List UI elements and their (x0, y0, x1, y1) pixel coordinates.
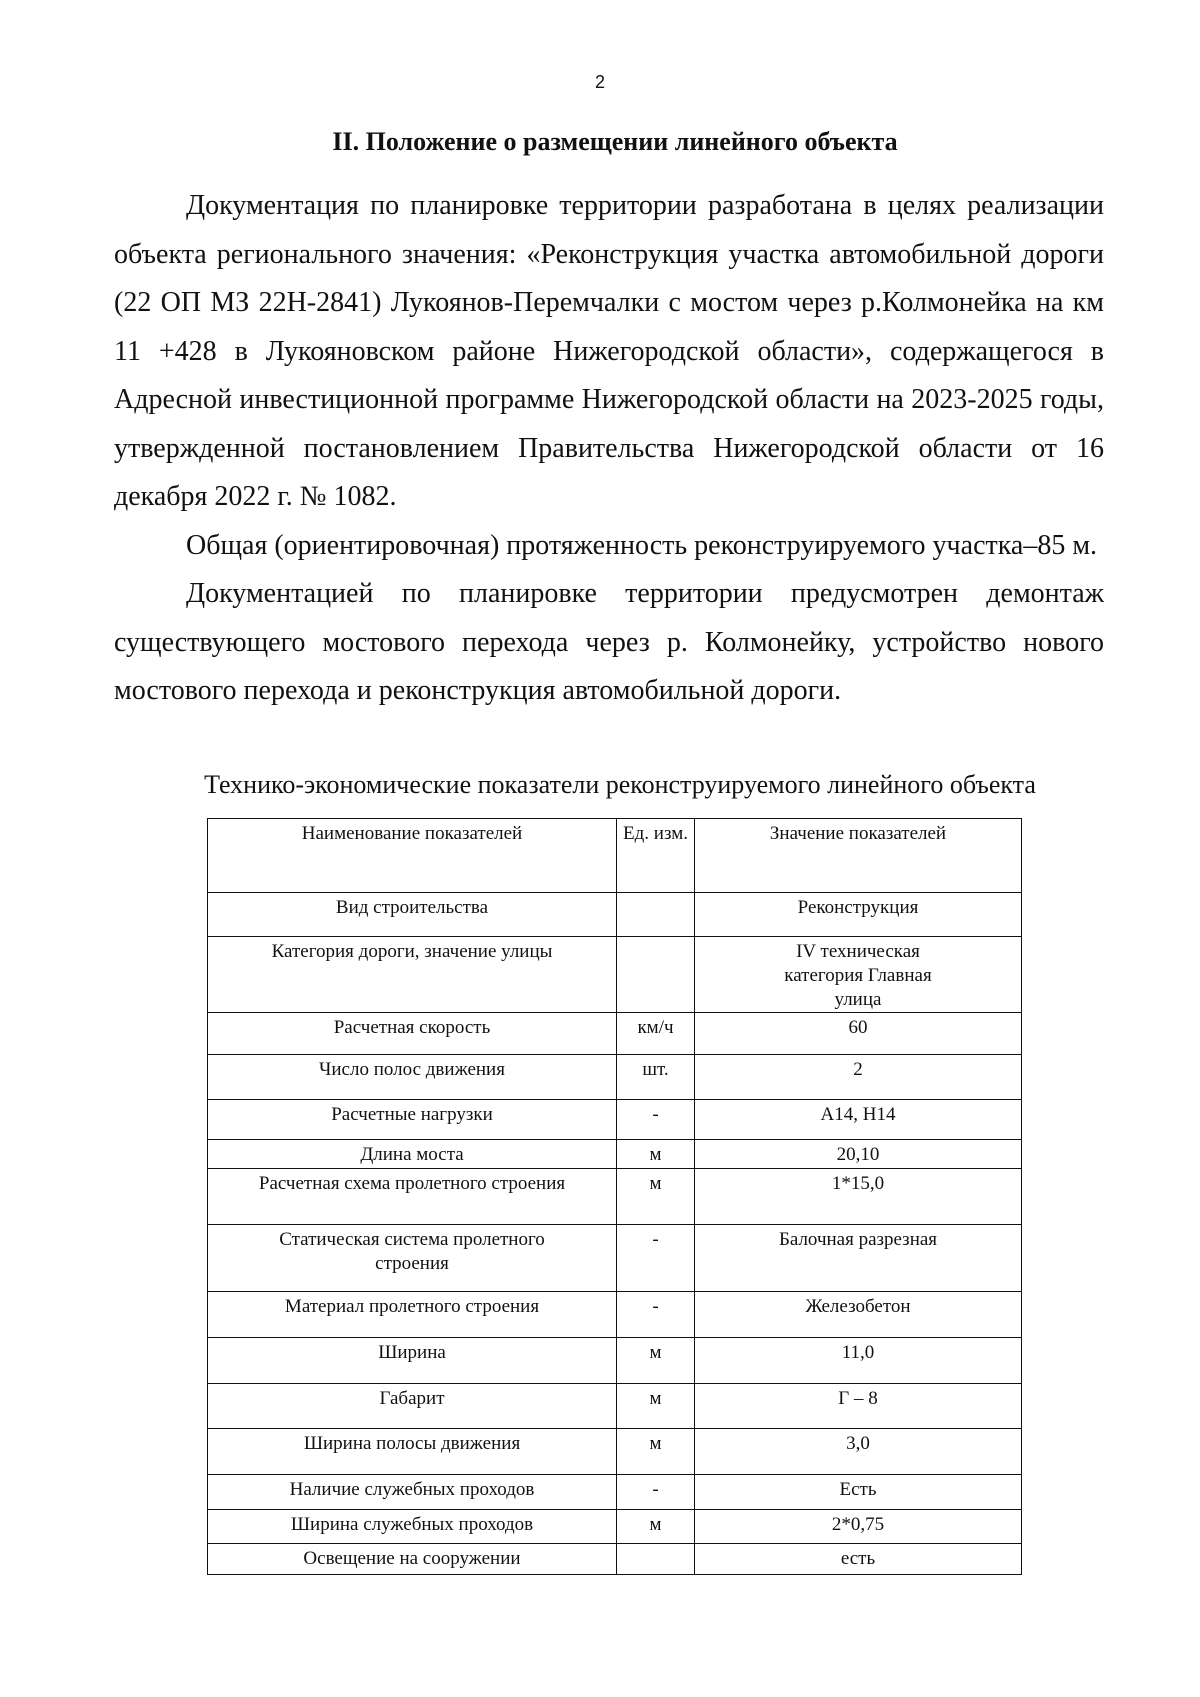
table-cell: 1*15,0 (695, 1169, 1022, 1225)
table-cell: 3,0 (695, 1429, 1022, 1475)
table-cell: Вид строительства (208, 893, 617, 937)
table-cell: - (617, 1475, 695, 1510)
table-cell: Ширина полосы движения (208, 1429, 617, 1475)
table-row (208, 1013, 1022, 1055)
paragraph: Общая (ориентировочная) протяженность реконструируемого участка–85 м. (186, 529, 1098, 561)
table-cell: Наличие служебных проходов (208, 1475, 617, 1510)
table-cell: Расчетная скорость (208, 1013, 617, 1055)
table-cell: Расчетные нагрузки (208, 1100, 617, 1140)
section-heading: II. Положение о размещении линейного объекта (332, 127, 898, 156)
table-cell: 2 (695, 1055, 1022, 1100)
table-cell: м (617, 1429, 695, 1475)
table-cell: м (617, 1169, 695, 1225)
table-cell (617, 937, 695, 1013)
table-cell: 20,10 (695, 1140, 1022, 1169)
table-cell: А14, Н14 (695, 1100, 1022, 1140)
table-row (208, 1225, 1022, 1292)
table-row (208, 1429, 1022, 1475)
table-cell: - (617, 1292, 695, 1338)
table-cell: Железобетон (695, 1292, 1022, 1338)
table-cell: - (617, 1225, 695, 1292)
table-row (208, 1544, 1022, 1575)
indicators-table (207, 818, 1022, 1575)
header-cell: Наименование показателей (208, 819, 617, 893)
header-cell: Ед. изм. (617, 819, 695, 893)
body-text (114, 182, 1104, 716)
table-cell: Длина моста (208, 1140, 617, 1169)
table-cell: Габарит (208, 1384, 617, 1429)
header-cell: Значение показателей (695, 819, 1022, 893)
table-cell: Г – 8 (695, 1384, 1022, 1429)
table-row (208, 1292, 1022, 1338)
table-cell: Ширина (208, 1338, 617, 1384)
paragraph: Документацией по планировке территории предусмотрен демонтаж существующего мостового перехода через р. Колмонейку, устройство нового мостового перехода и реконструкция автомобильной дороги. (114, 578, 1104, 706)
table-cell: м (617, 1384, 695, 1429)
table-caption: Технико-экономические показатели реконструируемого линейного объекта (204, 770, 1036, 799)
table-row (208, 893, 1022, 937)
table-cell: км/ч (617, 1013, 695, 1055)
table-cell (617, 893, 695, 937)
table-row (208, 1100, 1022, 1140)
table-cell: Есть (695, 1475, 1022, 1510)
table-row (208, 1140, 1022, 1169)
table-cell: м (617, 1510, 695, 1544)
page-number: 2 (594, 72, 605, 92)
table-cell: 11,0 (695, 1338, 1022, 1384)
table-cell (617, 1544, 695, 1575)
table-cell: Число полос движения (208, 1055, 617, 1100)
table-cell: Реконструкция (695, 893, 1022, 937)
table-cell: IV техническая категория Главная улица (695, 937, 1022, 1013)
table-cell: есть (695, 1544, 1022, 1575)
table-row (208, 1510, 1022, 1544)
table-cell: Балочная разрезная (695, 1225, 1022, 1292)
table-cell: м (617, 1140, 695, 1169)
table-cell: Материал пролетного строения (208, 1292, 617, 1338)
table-row (208, 1055, 1022, 1100)
table-row (208, 937, 1022, 1013)
table-cell: Категория дороги, значение улицы (208, 937, 617, 1013)
table-header-row (208, 819, 1022, 893)
paragraph: Документация по планировке территории разработана в целях реализации объекта регионального значения: «Реконструкция участка автомобильной дороги (22 ОП МЗ 22Н-2841) Лукоянов-Перемчалки с мостом через р.Колмонейка на км 11 +428 в Лукояновском районе Нижегородской области», содержащегося в Адресной инвестиционной программе Нижегородской области на 2023-2025 годы, утвержденной постановлением Правительства Нижегородской области от 16 декабря 2022 г. № 1082. (114, 190, 1104, 512)
table-row (208, 1475, 1022, 1510)
table-cell: Освещение на сооружении (208, 1544, 617, 1575)
table-row (208, 1384, 1022, 1429)
table-cell: 60 (695, 1013, 1022, 1055)
table-cell: шт. (617, 1055, 695, 1100)
table-cell: Расчетная схема пролетного строения (208, 1169, 617, 1225)
table-row (208, 1338, 1022, 1384)
table-cell: 2*0,75 (695, 1510, 1022, 1544)
table-cell: - (617, 1100, 695, 1140)
table-cell: м (617, 1338, 695, 1384)
table-cell: Статическая система пролетного строения (208, 1225, 617, 1292)
table-cell: Ширина служебных проходов (208, 1510, 617, 1544)
table-row (208, 1169, 1022, 1225)
